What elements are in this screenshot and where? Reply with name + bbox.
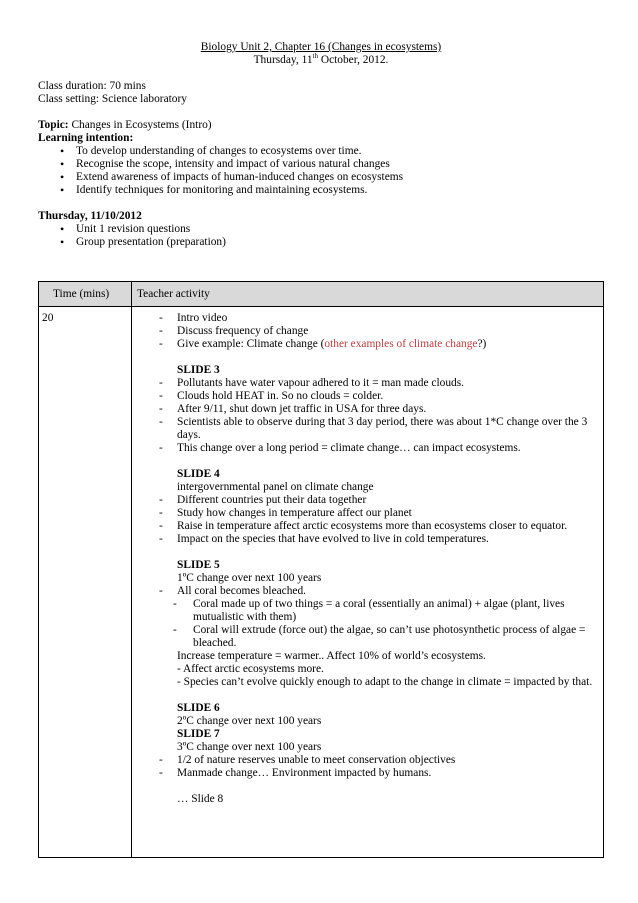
line-text: Pollutants have water vapour adhered to it = man made clouds. — [177, 377, 464, 389]
line-text: SLIDE 7 — [177, 728, 220, 740]
document-header — [38, 41, 604, 67]
line-text: … Slide 8 — [177, 793, 224, 805]
spacer — [153, 546, 597, 559]
spacer — [153, 780, 597, 793]
document-page — [38, 41, 604, 805]
activity-dash-item — [153, 416, 597, 442]
activity-note — [153, 793, 597, 806]
activity-dash-item — [153, 338, 597, 351]
column-header-time: Time (mins) — [39, 282, 132, 307]
line-text-tail: ?) — [477, 338, 487, 350]
list-item: • Extend awareness of impacts of human-induced changes on ecosystems — [38, 171, 604, 184]
list-item: • Recognise the scope, intensity and impact of various natural changes — [38, 158, 604, 171]
slide-heading — [153, 559, 597, 572]
date-text: Thursday, 11 — [253, 54, 313, 66]
line-text: SLIDE 4 — [177, 468, 220, 480]
activity-note — [153, 481, 597, 494]
line-text: Raise in temperature affect arctic ecosystems more than ecosystems closer to equator. — [177, 520, 568, 532]
spacer — [153, 689, 597, 702]
line-text: Coral made up of two things = a coral (essentially an animal) + algae (plant, lives mutualistic with them) — [193, 598, 565, 623]
list-item: • Identify techniques for monitoring and maintaining ecosystems. — [38, 184, 604, 197]
slide-heading — [153, 364, 597, 377]
line-text: - Affect arctic ecosystems more. — [177, 663, 324, 675]
document-date — [38, 54, 604, 67]
line-text: Clouds hold HEAT in. So no clouds = colder. — [177, 390, 384, 402]
slide-heading — [153, 468, 597, 481]
activity-dash-item — [153, 767, 597, 780]
line-text: Coral will extrude (force out) the algae, so can’t use photosynthetic process of algae = bleached. — [193, 624, 586, 649]
line-text: 2ºC change over next 100 years — [177, 715, 322, 727]
date-text-rest: October, 2012. — [318, 54, 389, 66]
line-text: Intro video — [177, 312, 228, 324]
activity-dash-item — [153, 754, 597, 767]
activity-dash-item — [153, 520, 597, 533]
line-text: All coral becomes bleached. — [177, 585, 307, 597]
list-item: • Unit 1 revision questions — [38, 223, 604, 236]
slide-heading — [153, 702, 597, 715]
activity-dash-item — [153, 325, 597, 338]
line-text: - Species can’t evolve quickly enough to adapt to the change in climate = impacted by that. — [177, 676, 593, 688]
line-text: 1ºC change over next 100 years — [177, 572, 322, 584]
class-setting: Class setting: Science laboratory — [38, 93, 187, 105]
session-date-label: Thursday, 11/10/2012 — [38, 210, 142, 222]
line-text: SLIDE 3 — [177, 364, 220, 376]
line-text: Manmade change… Environment impacted by humans. — [177, 767, 432, 779]
line-text: Scientists able to observe during that 3 day period, there was about 1*C change over the 3 days. — [177, 416, 588, 441]
activity-dash-item — [153, 533, 597, 546]
topic-value: Changes in Ecosystems (Intro) — [68, 119, 212, 131]
session-list — [38, 223, 604, 249]
activity-note — [153, 650, 597, 663]
document-title: Biology Unit 2, Chapter 16 (Changes in ecosystems) — [200, 41, 442, 53]
lesson-plan-table — [38, 281, 604, 858]
activity-sub-item — [153, 624, 597, 650]
activity-note — [153, 676, 597, 689]
line-text: SLIDE 5 — [177, 559, 220, 571]
learning-intention-label: Learning intention: — [38, 132, 134, 144]
activity-list — [153, 312, 597, 806]
highlighted-text: other examples of climate change — [324, 338, 478, 350]
topic-line — [38, 119, 604, 132]
line-text: After 9/11, shut down jet traffic in USA for three days. — [177, 403, 427, 415]
line-text: Different countries put their data together — [177, 494, 367, 506]
activity-dash-item — [153, 403, 597, 416]
activity-dash-item — [153, 390, 597, 403]
line-text: intergovernmental panel on climate change — [177, 481, 374, 493]
line-text: Increase temperature = warmer.. Affect 10% of world’s ecosystems. — [177, 650, 486, 662]
activity-dash-item — [153, 312, 597, 325]
list-item: • Group presentation (preparation) — [38, 236, 604, 249]
activity-dash-item — [153, 377, 597, 390]
line-text: 1/2 of nature reserves unable to meet conservation objectives — [177, 754, 456, 766]
activity-dash-item — [153, 494, 597, 507]
class-duration: Class duration: 70 mins — [38, 80, 146, 92]
list-item: • To develop understanding of changes to ecosystems over time. — [38, 145, 604, 158]
activity-cell — [132, 307, 604, 858]
activity-note — [153, 572, 597, 585]
learning-intention-list — [38, 145, 604, 197]
time-cell: 20 — [39, 307, 132, 858]
activity-dash-item — [153, 585, 597, 598]
date-ordinal: th — [312, 52, 318, 61]
spacer — [153, 351, 597, 364]
line-text: Impact on the species that have evolved to live in cold temperatures. — [177, 533, 489, 545]
line-text: This change over a long period = climate change… can impact ecosystems. — [177, 442, 521, 454]
line-text: Give example: Climate change ( — [177, 338, 325, 350]
activity-note — [153, 741, 597, 754]
activity-dash-item — [153, 507, 597, 520]
line-text: Study how changes in temperature affect our planet — [177, 507, 412, 519]
table-header-row — [39, 282, 604, 307]
activity-note — [153, 663, 597, 676]
slide-heading — [153, 728, 597, 741]
topic-label: Topic: — [38, 119, 69, 131]
line-text: Discuss frequency of change — [177, 325, 309, 337]
line-text: SLIDE 6 — [177, 702, 220, 714]
activity-note — [153, 715, 597, 728]
activity-sub-item — [153, 598, 597, 624]
activity-dash-item — [153, 442, 597, 455]
spacer — [153, 455, 597, 468]
table-row — [39, 307, 604, 858]
column-header-activity: Teacher activity — [132, 282, 604, 307]
line-text: 3ºC change over next 100 years — [177, 741, 322, 753]
